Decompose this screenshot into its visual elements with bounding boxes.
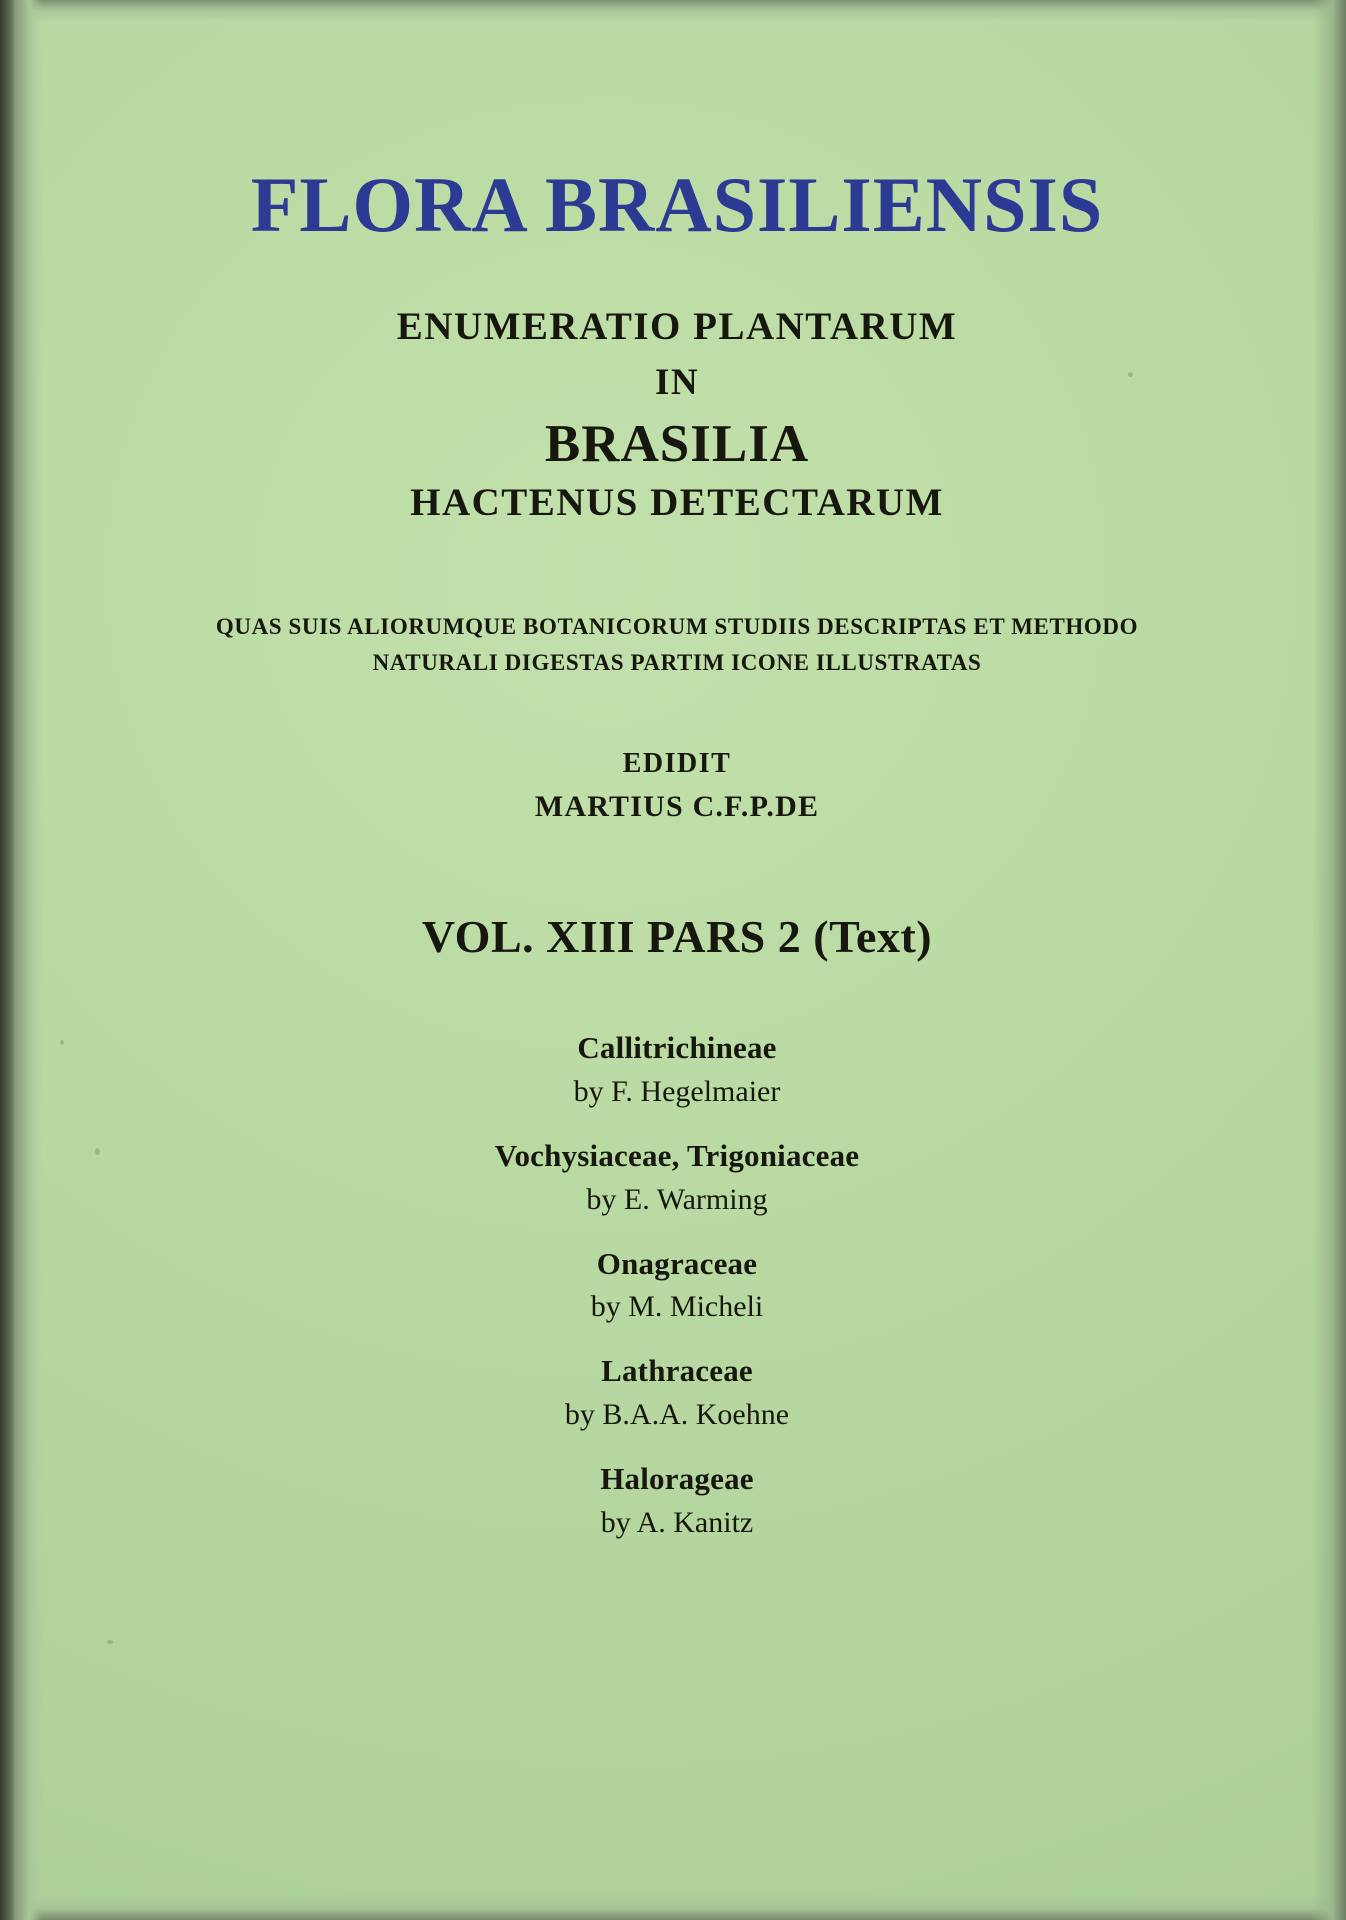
subtitle-line-3: BRASILIA <box>544 414 810 473</box>
contribution-author: by M. Micheli <box>590 1290 764 1324</box>
contribution-author: by B.A.A. Koehne <box>564 1398 790 1432</box>
list-item <box>42 1352 1312 1434</box>
contribution-family: Onagraceae <box>596 1245 758 1281</box>
contribution-family: Halorageae <box>600 1461 754 1497</box>
description-block <box>42 609 1312 680</box>
cover-content <box>42 0 1312 1920</box>
book-spine-shadow <box>0 0 14 1920</box>
contribution-family: Lathraceae <box>601 1353 753 1389</box>
subtitle-line-1: ENUMERATIO PLANTARUM <box>396 304 958 348</box>
contribution-author: by E. Warming <box>586 1182 768 1216</box>
contribution-author: by A. Kanitz <box>600 1505 754 1539</box>
scan-edge-right <box>1312 0 1346 1920</box>
list-item <box>42 1245 1312 1327</box>
list-item <box>42 1029 1312 1111</box>
editor-name: MARTIUS C.F.P.DE <box>534 790 820 824</box>
description-line-2: NATURALI DIGESTAS PARTIM ICONE ILLUSTRATAS <box>372 649 982 675</box>
page-title: FLORA BRASILIENSIS <box>250 161 1104 248</box>
list-item <box>42 1137 1312 1219</box>
contribution-family: Vochysiaceae, Trigoniaceae <box>494 1137 860 1173</box>
contribution-author: by F. Hegelmaier <box>573 1074 781 1108</box>
edidit-label: EDIDIT <box>622 748 732 780</box>
contributions-list <box>42 1029 1312 1542</box>
description-line-1: QUAS SUIS ALIORUMQUE BOTANICORUM STUDIIS DESCRIPTAS ET METHODO <box>215 613 1139 639</box>
contribution-family: Callitrichineae <box>577 1030 777 1066</box>
volume-label: VOL. XIII PARS 2 (Text) <box>421 911 933 963</box>
subtitle-line-4: HACTENUS DETECTARUM <box>410 480 944 524</box>
subtitle-line-2: IN <box>654 361 700 403</box>
list-item <box>42 1460 1312 1542</box>
